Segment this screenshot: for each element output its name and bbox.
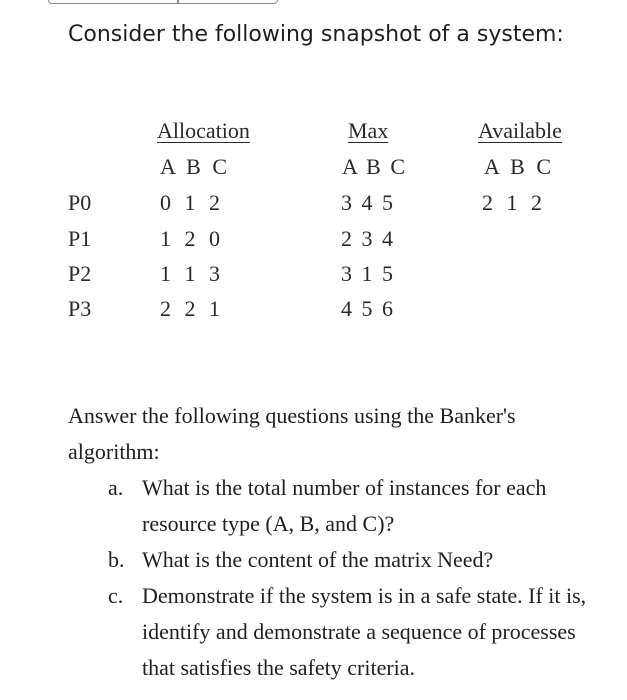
item-marker: b. — [108, 547, 125, 572]
question-item-b — [108, 542, 608, 578]
item-text: What is the content of the matrix Need? — [142, 547, 494, 572]
max-cell: 3 4 5 — [341, 190, 393, 215]
cropped-box — [48, 0, 278, 4]
question-prompt: Answer the following questions using the Banker's algorithm: — [68, 403, 516, 464]
item-marker: c. — [108, 583, 124, 608]
allocation-cell: 0 1 2 — [160, 190, 220, 215]
question-list — [108, 470, 608, 686]
item-marker: a. — [108, 475, 124, 500]
max-cell: 3 1 5 — [341, 261, 393, 286]
max-subheader: A B C — [342, 154, 406, 179]
allocation-cell: 1 1 3 — [160, 261, 220, 286]
item-text: What is the total number of instances for each resource type (A, B, and C)? — [142, 475, 547, 536]
allocation-subheader: A B C — [160, 154, 228, 179]
item-text: Demonstrate if the system is in a safe state. If it is, identify and demonstrate a sequence of processes that satisfies the safety criteria. — [142, 583, 587, 680]
available-subheader: A B C — [484, 154, 552, 179]
available-cell: 2 1 2 — [482, 190, 542, 215]
process-label: P1 — [68, 226, 92, 251]
cropped-box-divider — [177, 0, 179, 3]
max-cell: 4 5 6 — [341, 296, 393, 321]
process-label: P0 — [68, 190, 92, 215]
question-item-a — [108, 470, 608, 542]
allocation-cell: 1 2 0 — [160, 226, 220, 251]
max-header: Max — [348, 118, 389, 143]
max-cell: 2 3 4 — [341, 226, 393, 251]
process-label: P2 — [68, 261, 92, 286]
question-item-c — [108, 578, 608, 686]
allocation-header: Allocation — [157, 118, 250, 143]
intro-text: Consider the following snapshot of a system: — [68, 22, 564, 47]
available-header: Available — [478, 118, 562, 143]
allocation-cell: 2 2 1 — [160, 296, 220, 321]
process-label: P3 — [68, 296, 92, 321]
